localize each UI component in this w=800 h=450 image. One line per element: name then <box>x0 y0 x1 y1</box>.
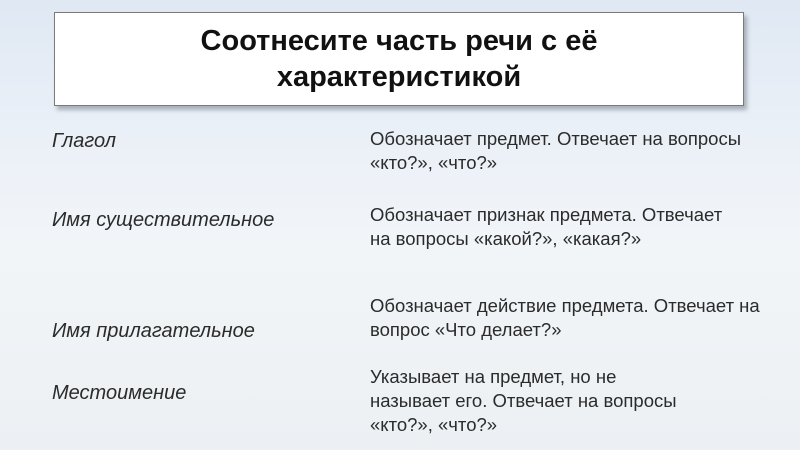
term-verb[interactable]: Глагол <box>52 130 117 152</box>
term-pronoun[interactable]: Местоимение <box>52 382 187 404</box>
description-3[interactable]: Обозначает действие предмета. Отвечает на вопрос «Что делает?» <box>370 295 760 340</box>
title-box <box>54 12 744 106</box>
description-2[interactable]: Обозначает признак предмета. Отвечает на вопросы «какой?», «какая?» <box>370 204 723 249</box>
term-adjective[interactable]: Имя прилагательное <box>52 320 255 342</box>
description-1[interactable]: Обозначает предмет. Отвечает на вопросы «кто?», «что?» <box>370 128 742 173</box>
term-noun[interactable]: Имя существительное <box>52 209 275 231</box>
slide-title: Соотнесите часть речи с её характеристикой <box>200 25 598 93</box>
description-4[interactable]: Указывает на предмет, но не называет его. Отвечает на вопросы «кто?», «что?» <box>370 366 677 435</box>
